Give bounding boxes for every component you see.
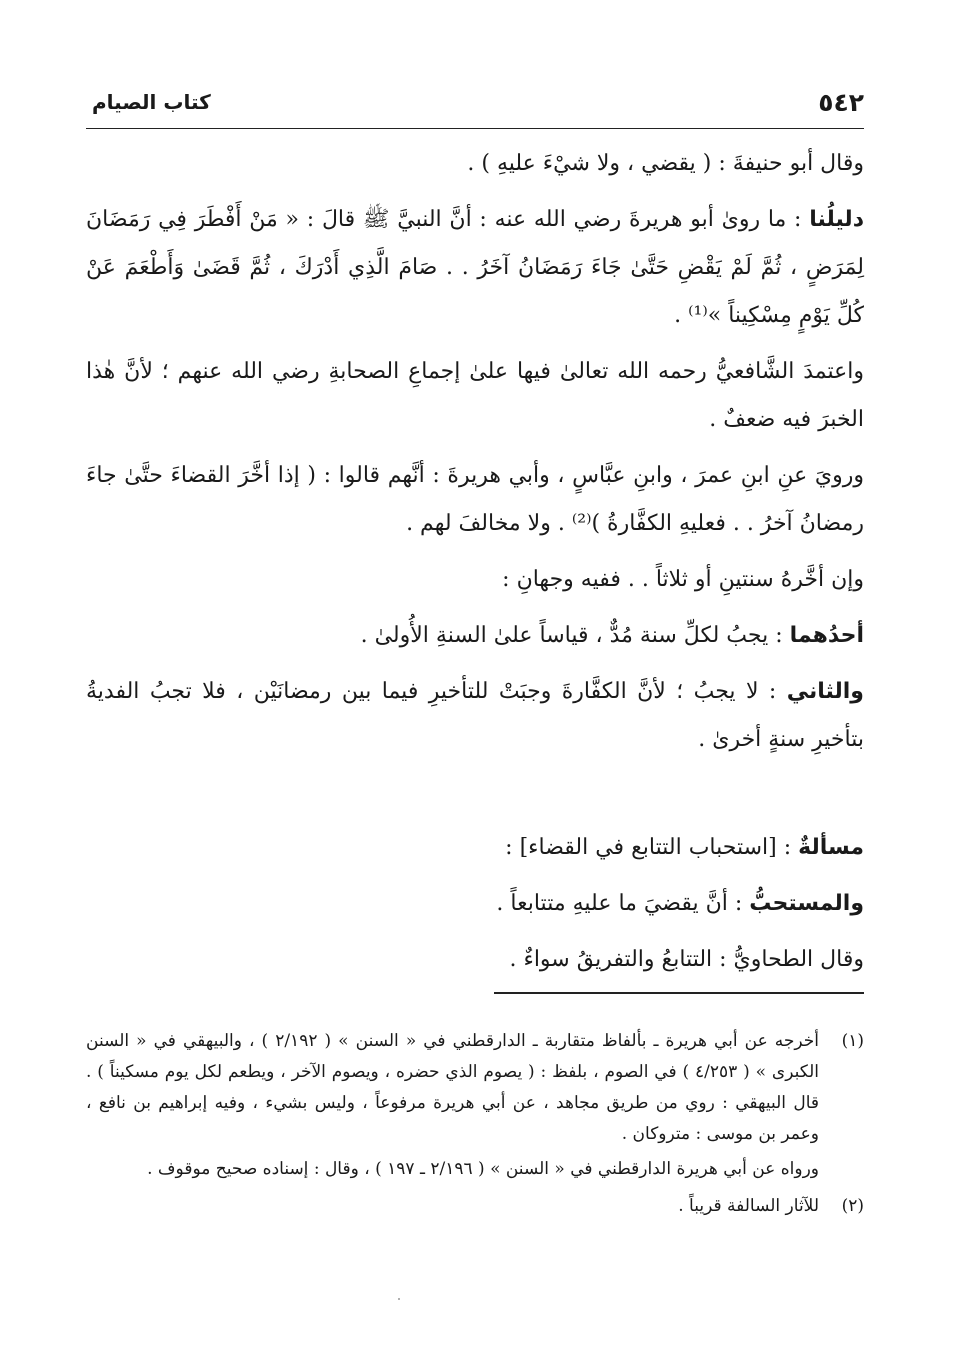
paragraph: واعتمدَ الشَّافعيُّ رحمه الله تعالىٰ فيها علىٰ إجماعِ الصحابةِ رضي الله عنهم ؛ لأنَّ هٰذا الخبرَ فيه ضعفٌ . <box>86 359 864 432</box>
footnote-2 <box>86 1191 864 1222</box>
paragraph-body: : يجبُ لكلِّ سنة مُدٌّ ، قياساً علىٰ السنةِ الأُولىٰ . <box>360 623 790 648</box>
paragraph: ورويَ عنِ ابنِ عمرَ ، وابنِ عبَّاسٍ ، وأبي هريرةَ : أنَّهم قالوا : ( إذا أخَّرَ القضاءَ حتَّىٰ جاءَ رمضانُ آخرُ . . فعليهِ الكفَّارةُ )⁽²⁾ . ولا مخالفَ لهم . <box>86 463 864 536</box>
issue-heading <box>86 824 864 872</box>
paragraph-body: : ما روىٰ أبو هريرةَ رضي الله عنه : أنَّ النبيَّ ﷺ قالَ : « مَنْ أَفْطَرَ فِي رَمَضَانَ لِمَرَضٍ ، ثُمَّ لَمْ يَقْضِ حَتَّىٰ جَاءَ رَمَضَانُ آخَرُ . . صَامَ الَّذِي أَدْرَكَ ، ثُمَّ قَضَىٰ وَأَطْعَمَ عَنْ كُلِّ يَوْمٍ مِسْكِيناً »⁽¹⁾ . <box>86 207 864 328</box>
paragraph-body: : لا يجبُ ؛ لأنَّ الكفَّارةَ وجبَتْ للتأخيرِ فيما بين رمضانَيْن ، فلا تجبُ الفديةُ بتأخيرِ سنةٍ أخرىٰ . <box>86 679 864 752</box>
running-title: كتاب الصيام <box>92 90 211 114</box>
footnote-number: (١) <box>841 1031 864 1051</box>
footnote-number: (٢) <box>841 1196 864 1216</box>
paragraph: وإن أخَّرهُ سنتينِ أو ثلاثاً . . ففيه وجهانِ : <box>502 567 864 592</box>
paragraph-evidence <box>86 196 864 340</box>
footnote-1 <box>86 1026 864 1185</box>
paragraph-body: : أنَّ يقضيَ ما عليهِ متتابعاً . <box>496 891 750 916</box>
issue-lead: مسألةٌ <box>798 835 864 860</box>
page-number: ٥٤٢ <box>818 88 864 117</box>
paragraph-recommended <box>86 880 864 928</box>
footnote-text: للآثار السالفة قريباً . <box>678 1196 819 1216</box>
paragraph-lead: والمستحبُّ <box>749 891 864 916</box>
footnote-divider <box>494 992 864 994</box>
footnote-continuation: ورواه عن أبي هريرة الدارقطني في « السنن » ( ٢/١٩٦ ـ ١٩٧ ) ، وقال : إسناده صحيح موقوف . <box>147 1159 819 1179</box>
issue-title: : [استحباب التتابع في القضاء] : <box>505 835 799 860</box>
paragraph-lead: والثاني <box>786 679 864 704</box>
page-header <box>86 84 864 129</box>
paragraph-lead: دليلُنا <box>809 207 864 232</box>
footnote-text: أخرجه عن أبي هريرة ـ بألفاظ متقاربة ـ الدارقطني في « السنن » ( ٢/١٩٢ ) ، والبيهقي في « السنن الكبرى » ( ٤/٢٥٣ ) في الصوم ، بلفظ : ( يصوم الذي حضره ، ويصوم الآخر ، ويطعم لكل يوم مسكيناً ) . قال البيهقي : روي من طريق مجاهد ، عن أبي هريرة مرفوعاً ، وليس بشيء ، وفيه إبراهيم بن نافع ، وعمر بن موسى : متروكان . <box>86 1031 820 1144</box>
paragraph-second-view <box>86 668 864 764</box>
print-speck <box>398 1298 400 1300</box>
footnotes <box>86 1026 864 1228</box>
paragraph: وقال أبو حنيفةَ : ( يقضي ، ولا شيْءَ عليهِ ) . <box>467 151 864 176</box>
paragraph: وقال الطحاويُّ : التتابعُ والتفريقُ سواءٌ . <box>509 947 864 972</box>
paragraph-lead: أحدُهما <box>789 623 864 648</box>
main-text <box>86 140 864 992</box>
paragraph-first-view <box>86 612 864 660</box>
